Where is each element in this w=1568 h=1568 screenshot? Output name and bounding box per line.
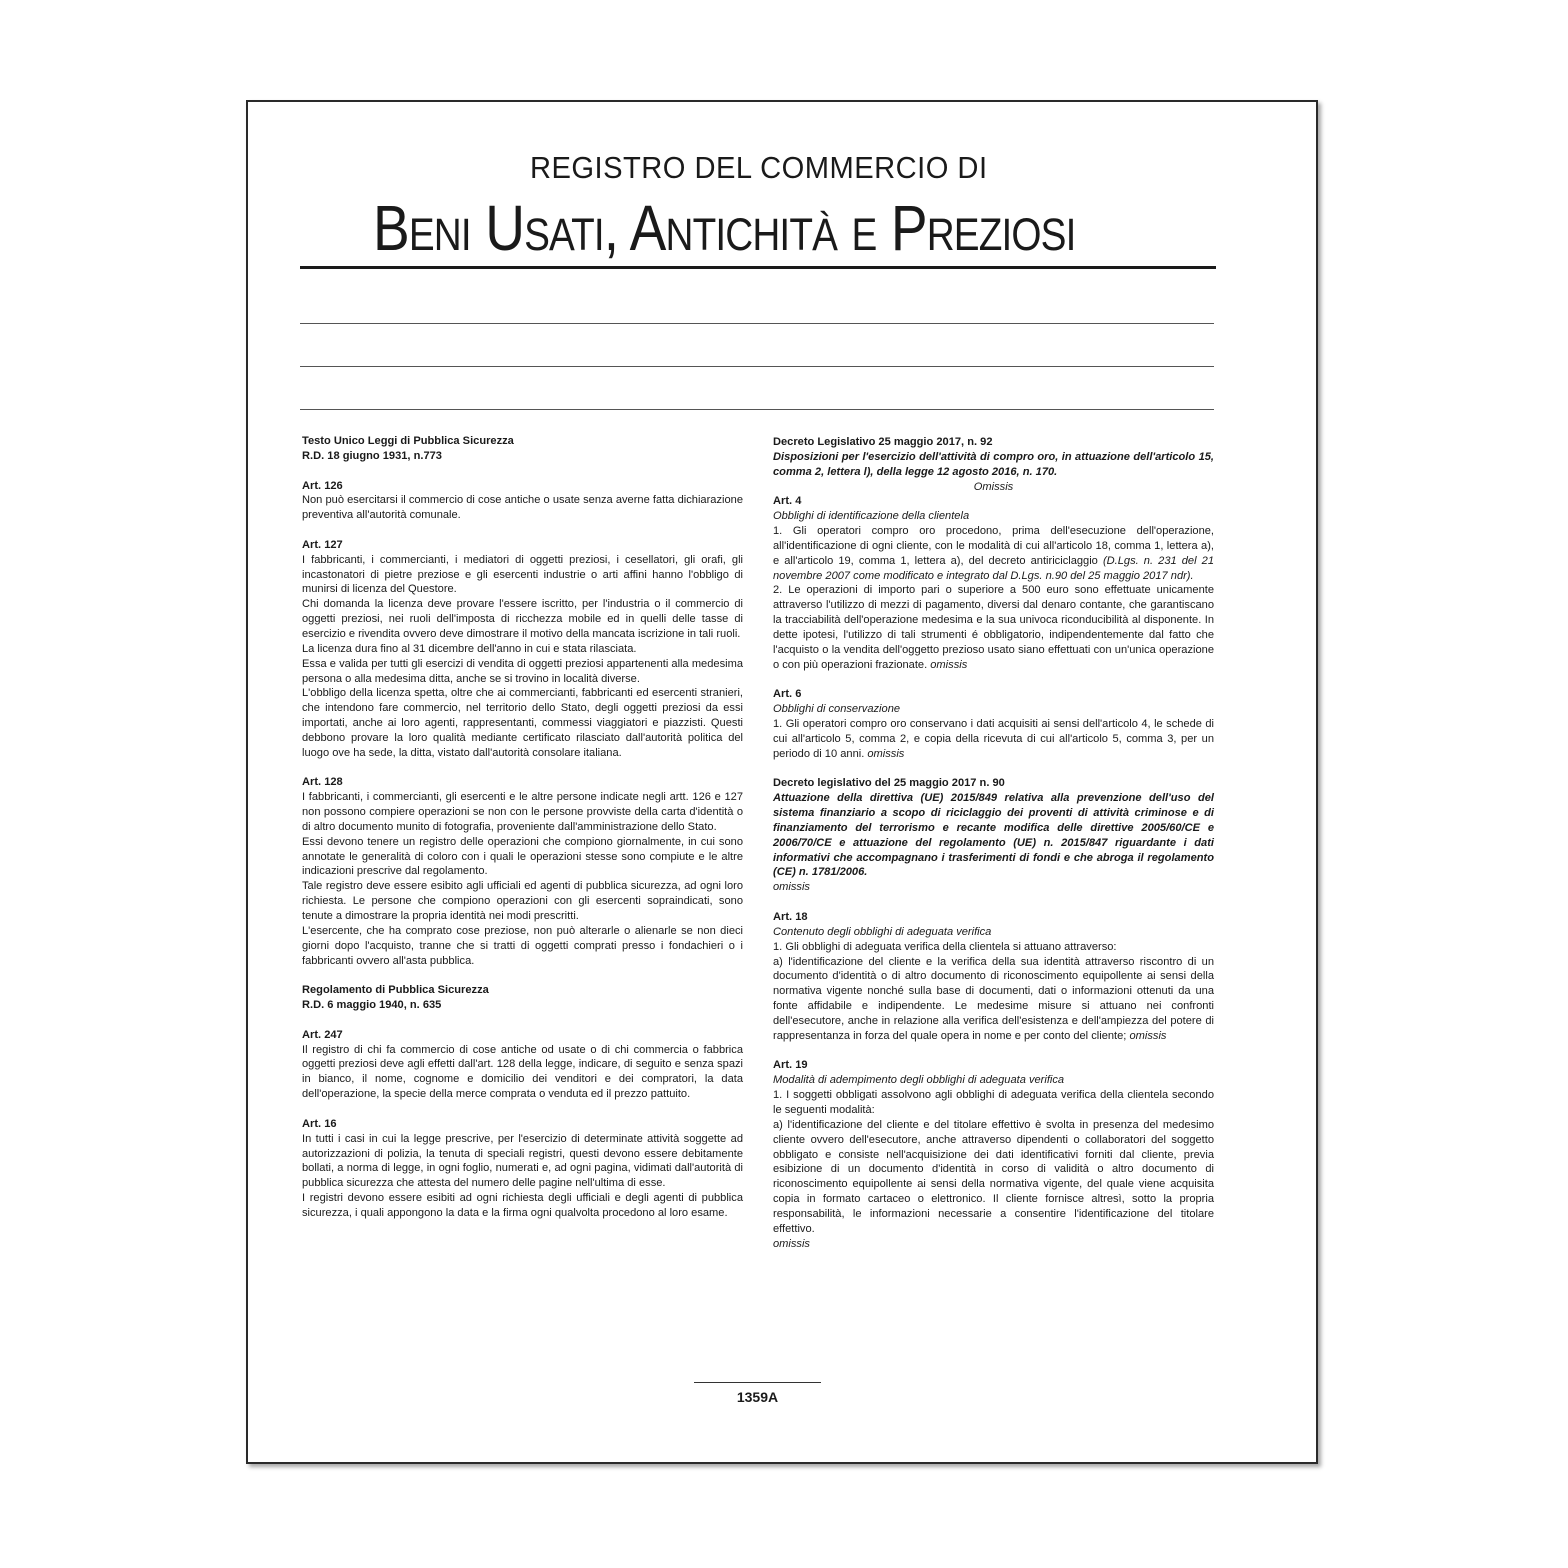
article-heading: Art. 16 [302,1117,337,1130]
blank-write-line [300,409,1214,410]
right-column-legal-text [773,435,1214,1251]
article-heading: Art. 4 [773,495,802,508]
footer-rule [694,1382,821,1383]
article-subtitle: Modalità di adempimento degli obblighi di adeguata verifica [773,1074,1065,1087]
paragraph-text: 1. Gli operatori compro oro conservano i dati acquisiti ai sensi dell'articolo 4, le schede di cui all'articolo 5, comma 2, e copia della ricevuta di cui all'articolo 5, comma 3, per un periodo di 10 anni. [773,718,1214,760]
section-subheading: Attuazione della direttiva (UE) 2015/849 relativa alla prevenzione dell'uso del sistema finanziario a scopo di riciclaggio dei proventi di attività criminose e di finanziamento del terrorismo e recante modifica delle direttive 2005/60/CE e 2006/70/CE e attuazione del regolamento (UE) n. 2015/847 riguardante i dati informativi che accompagnano i trasferimenti di fondi e che abroga il regolamento (CE) n. 1781/2006. [773,792,1214,879]
form-code: 1359A [736,1389,779,1405]
section-heading: Decreto Legislativo 25 maggio 2017, n. 92 [773,436,993,448]
omissis-note: omissis [867,747,905,760]
article-heading: Art. 126 [302,479,343,492]
article-paragraph: Il registro di chi fa commercio di cose antiche od usate o di chi commercia o fabbrica oggetti preziosi deve agli effetti dall'art. 128 della legge, indicare, di seguito e senza spazi in bianco, il nome, cognome e domicilio dei venditori e dei compratori, la data dell'operazione, la specie della merce comprata o venduta ed il prezzo pattuito. [302,1043,743,1101]
article-paragraph: Essi devono tenere un registro delle operazioni che compiono giornalmente, in cui sono annotate le generalità di coloro con i quali le operazioni stesse sono compiute e le altre indicazioni prescrive dal regolamento. [302,835,743,878]
omissis-note: omissis [773,881,810,894]
section-subheading: Disposizioni per l'esercizio dell'attività di compro oro, in attuazione dell'articolo 15, comma 2, lettera l), della legge 12 agosto 2016, n. 170. [773,450,1214,478]
article-heading: Art. 128 [302,776,343,789]
article-paragraph [773,955,1214,1044]
article-subtitle: Obblighi di conservazione [773,703,901,716]
section-heading: Regolamento di Pubblica Sicurezza [302,984,489,997]
omissis-note: Omissis [973,480,1014,493]
article-paragraph [773,717,1214,762]
paragraph-note: (D.Lgs. n. 231 del 21 novembre 2007 come modificato e integrato dal D.Lgs. n.90 del 25 maggio 2017 ndr). [773,554,1214,582]
article-heading: Art. 6 [773,688,802,701]
omissis-note: omissis [930,658,968,671]
article-heading: Art. 247 [302,1028,343,1041]
article-paragraph: I fabbricanti, i commercianti, gli esercenti e le altre persone indicate negli artt. 126 e 127 non possono compiere operazioni se non con le persone provviste della carta d'identità o di altro documento munito di fotografia, proveniente dall'amministrazione dello Stato. [302,791,743,833]
article-paragraph [773,583,1214,672]
blank-write-line [300,366,1214,367]
article-paragraph: L'esercente, che ha comprato cose preziose, non può alterarle o alienarle se non dieci giorni dopo l'acquisto, tranne che si tratti di oggetti comprati presso i fondachieri o i fabbricanti ovvero all'asta pubblica. [302,924,743,967]
article-heading: Art. 18 [773,911,808,923]
article-paragraph: In tutti i casi in cui la legge prescrive, per l'esercizio di determinate attività soggette ad autorizzazioni di polizia, la tenuta di speciali registri, questi devono essere debitamente bollati, a norma di legge, in ogni foglio, numerati e, ad ogni pagina, vidimati dall'autorità di pubblica sicurezza che attesta del numero delle pagine nell'ultima di esse. [302,1132,743,1190]
left-column-legal-text [302,434,743,1221]
register-title: Beni Usati, Antichità e Preziosi [373,192,1076,264]
section-heading: R.D. 18 giugno 1931, n.773 [302,449,442,462]
article-paragraph: Chi domanda la licenza deve provare l'essere iscritto, per l'industria o il commercio di oggetti preziosi, nei ruoli dell'imposta di ricchezza mobile ed in quelli delle tasse di esercizio e rivendita ovvero deve dimostrare il motivo della mancata iscrizione in tali ruoli. [302,598,743,640]
paragraph-text: 2. Le operazioni di importo pari o superiore a 500 euro sono effettuate unicamente attraverso l'utilizzo di mezzi di pagamento, diversi dal denaro contante, che garantiscano la tracciabilità dell'operazione medesima e la sua univoca riconducibilità al disponente. In dette ipotesi, l'utilizzo di tali strumenti é obbligatorio, indipendentemente dal fatto che l'acquisto o la vendita dell'oggetto prezioso usato siano effettuati con un'unica operazione o con più operazioni frazionate. [773,584,1214,671]
article-paragraph: 1. I soggetti obbligati assolvono agli obblighi di adeguata verifica della clientela secondo le seguenti modalità: [773,1089,1214,1116]
register-supertitle: REGISTRO DEL COMMERCIO DI [530,150,988,185]
article-paragraph: Non può esercitarsi il commercio di cose antiche o usate senza averne fatta dichiarazione preventiva all'autorità comunale. [302,494,743,522]
article-paragraph: I fabbricanti, i commercianti, i mediatori di oggetti preziosi, i cesellatori, gli orafi, gli incastonatori di pietre preziose e gli esercenti industrie o arti affini hanno l'obbligo di munirsi di licenza del Questore. [302,553,743,596]
article-heading: Art. 19 [773,1059,808,1072]
article-paragraph: La licenza dura fino al 31 dicembre dell'anno in cui e stata rilasciata. [302,642,637,655]
omissis-note: omissis [1129,1029,1167,1042]
paragraph-text: 1. Gli operatori compro oro procedono, prima dell'esecuzione dell'operazione, all'identificazione di ogni cliente, con le modalità di cui all'articolo 18, comma 1, lettera a), e all'articolo 19, comma 1, lettera a), del decreto antiriciclaggio [773,525,1214,567]
section-heading: Testo Unico Leggi di Pubblica Sicurezza [302,435,514,447]
article-paragraph: a) l'identificazione del cliente e del titolare effettivo è svolta in presenza del medesimo cliente ovvero dell'esecutore, anche attraverso dipendenti o collaboratori del soggetto obbligato e consiste nell'acquisizione dei dati identificativi forniti dal cliente, previa esibizione di un documento d'identità in corso di validità o altro documento di riconoscimento equipollente ai sensi della normativa vigente, del quale viene acquisita copia in formato cartaceo o elettronico. Il cliente fornisce altresì, sotto la propria responsabilità, le informazioni necessarie a consentire l'identificazione del titolare effettivo. [773,1118,1214,1235]
paragraph-text: a) l'identificazione del cliente e la verifica della sua identità attraverso riscontro di un documento d'identità o di altro documento di riconoscimento equipollente ai sensi della normativa vigente nonché sulla base di documenti, dati o informazioni ottenuti da una fonte affidabile e indipendente. Le medesime misure si attuano nei confronti dell'esecutore, anche in relazione alla verifica dell'esistenza e dell'ampiezza del potere di rappresentanza in forza del quale opera in nome e per conto del cliente; [773,955,1214,1042]
article-heading: Art. 127 [302,538,343,551]
title-underline [300,266,1216,269]
article-subtitle: Obblighi di identificazione della clientela [773,510,970,523]
article-paragraph: Tale registro deve essere esibito agli ufficiali ed agenti di pubblica sicurezza, ad ogni loro richiesta. Le persone che compiono operazioni con gli esercenti sopraindicati, sono tenute a dimostrare la propria identità nei modi prescritti. [302,880,743,922]
article-paragraph: I registri devono essere esibiti ad ogni richiesta degli ufficiali e degli agenti di pubblica sicurezza, i quali appongono la data e la firma ogni qualvolta procedono al loro esame. [302,1192,743,1219]
section-heading: Decreto legislativo del 25 maggio 2017 n. 90 [773,777,1005,790]
section-heading: R.D. 6 maggio 1940, n. 635 [302,999,442,1012]
article-paragraph: 1. Gli obblighi di adeguata verifica della clientela si attuano attraverso: [773,940,1117,953]
blank-write-line [300,323,1214,324]
article-paragraph [773,524,1214,583]
article-paragraph: Essa e valida per tutti gli esercizi di vendita di oggetti preziosi appartenenti alla medesima persona o alla medesima ditta, anche se si trovino in località diverse. [302,657,743,685]
article-paragraph: L'obbligo della licenza spetta, oltre che ai commercianti, fabbricanti ed esercenti stranieri, che intendono fare commercio, nel territorio dello Stato, degli oggetti preziosi da essi importati, anche ai loro agenti, rappresentanti, commessi viaggiatori e piazzisti. Questi debbono provare la loro qualità mediante certificato rilasciato dall'autorità politica del luogo ove ha sede, la ditta, vistato dall'autorità consolare italiana. [302,687,743,759]
article-subtitle: Contenuto degli obblighi di adeguata verifica [773,925,992,938]
omissis-note: omissis [773,1237,810,1250]
